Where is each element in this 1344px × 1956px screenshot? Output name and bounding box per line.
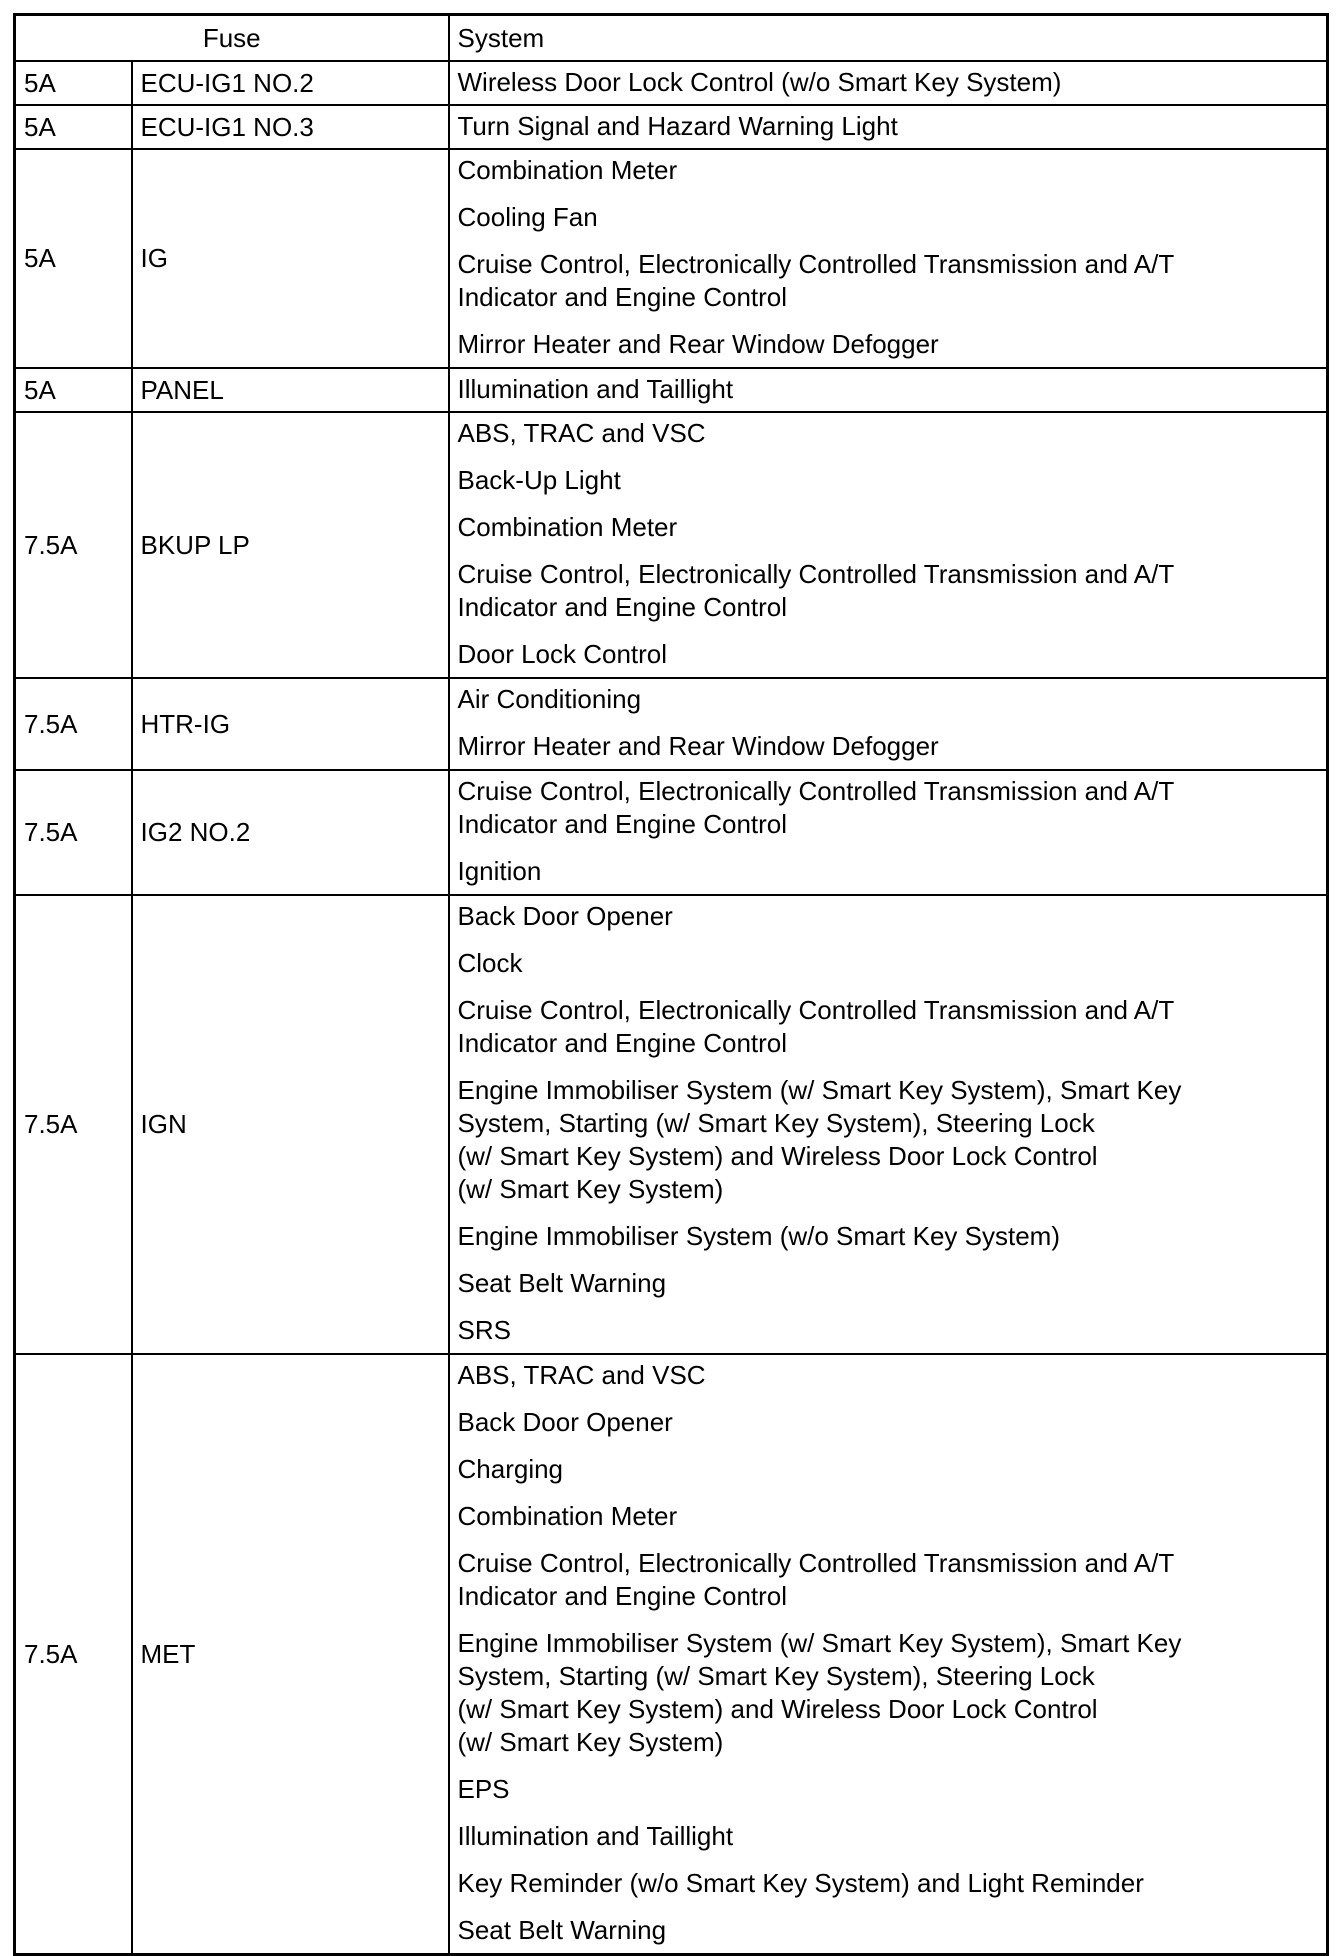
system-entry: Cruise Control, Electronically Controlled Transmission and A/T Indicator and Engine Control	[457, 249, 1175, 312]
fuse-name: IGN	[132, 895, 449, 1354]
fuse-name: IG2 NO.2	[132, 770, 449, 895]
system-entry: Cruise Control, Electronically Controlled Transmission and A/T Indicator and Engine Control	[457, 559, 1175, 622]
fuse-name: IG	[132, 149, 449, 368]
fuse-table-body	[15, 61, 1328, 1955]
table-row	[15, 895, 1328, 1354]
system-entry: Turn Signal and Hazard Warning Light	[457, 111, 898, 141]
system-entry: Seat Belt Warning	[457, 1268, 667, 1298]
system-entry: Cooling Fan	[457, 202, 598, 232]
system-entry: Cruise Control, Electronically Controlled Transmission and A/T Indicator and Engine Control	[457, 1548, 1175, 1611]
fuse-amperage: 7.5A	[15, 678, 132, 770]
system-entry: Air Conditioning	[457, 684, 642, 714]
system-entry: Cruise Control, Electronically Controlled Transmission and A/T Indicator and Engine Control	[457, 776, 1175, 839]
system-list	[449, 770, 1328, 895]
table-row	[15, 678, 1328, 770]
system-entry: Back-Up Light	[457, 465, 621, 495]
system-entry: Mirror Heater and Rear Window Defogger	[457, 329, 939, 359]
fuse-table	[13, 13, 1329, 1956]
system-entry: Key Reminder (w/o Smart Key System) and Light Reminder	[457, 1868, 1144, 1898]
fuse-amperage: 5A	[15, 149, 132, 368]
fuse-amperage: 7.5A	[15, 1354, 132, 1955]
system-list	[449, 368, 1328, 412]
system-list	[449, 149, 1328, 368]
fuse-amperage: 7.5A	[15, 770, 132, 895]
system-list	[449, 895, 1328, 1354]
system-list	[449, 412, 1328, 678]
fuse-amperage: 5A	[15, 61, 132, 105]
table-row	[15, 105, 1328, 149]
fuse-name: PANEL	[132, 368, 449, 412]
table-row	[15, 149, 1328, 368]
system-entry: Cruise Control, Electronically Controlled Transmission and A/T Indicator and Engine Control	[457, 995, 1175, 1058]
table-row	[15, 368, 1328, 412]
table-row	[15, 61, 1328, 105]
header-row	[15, 15, 1328, 62]
fuse-name: MET	[132, 1354, 449, 1955]
system-entry: Engine Immobiliser System (w/ Smart Key System), Smart Key System, Starting (w/ Smart Key System), Steering Lock (w/ Smart Key System) and Wireless Door Lock Control (w/ Smart Key System)	[457, 1075, 1182, 1204]
system-entry: Door Lock Control	[457, 639, 668, 669]
table-row	[15, 412, 1328, 678]
system-entry: ABS, TRAC and VSC	[457, 418, 706, 448]
system-entry: SRS	[457, 1315, 511, 1345]
fuse-amperage: 5A	[15, 105, 132, 149]
system-list	[449, 105, 1328, 149]
system-list	[449, 61, 1328, 105]
system-entry: ABS, TRAC and VSC	[457, 1360, 706, 1390]
system-entry: Engine Immobiliser System (w/ Smart Key System), Smart Key System, Starting (w/ Smart Key System), Steering Lock (w/ Smart Key System) and Wireless Door Lock Control (w/ Smart Key System)	[457, 1628, 1182, 1757]
header-system: System	[449, 15, 1328, 62]
system-entry: Combination Meter	[457, 512, 678, 542]
system-entry: Charging	[457, 1454, 564, 1484]
system-entry: Back Door Opener	[457, 901, 673, 931]
fuse-amperage: 7.5A	[15, 895, 132, 1354]
system-entry: Ignition	[457, 856, 542, 886]
system-entry: Illumination and Taillight	[457, 374, 734, 404]
system-list	[449, 678, 1328, 770]
system-entry: Seat Belt Warning	[457, 1915, 667, 1945]
system-entry: Engine Immobiliser System (w/o Smart Key System)	[457, 1221, 1060, 1251]
system-list	[449, 1354, 1328, 1955]
system-entry: Mirror Heater and Rear Window Defogger	[457, 731, 939, 761]
system-entry: Back Door Opener	[457, 1407, 673, 1437]
system-entry: EPS	[457, 1774, 510, 1804]
system-entry: Clock	[457, 948, 523, 978]
fuse-name: ECU-IG1 NO.2	[132, 61, 449, 105]
system-entry: Wireless Door Lock Control (w/o Smart Key System)	[457, 67, 1062, 97]
system-entry: Combination Meter	[457, 1501, 678, 1531]
fuse-name: HTR-IG	[132, 678, 449, 770]
table-row	[15, 770, 1328, 895]
header-fuse: Fuse	[15, 15, 449, 62]
fuse-amperage: 7.5A	[15, 412, 132, 678]
table-row	[15, 1354, 1328, 1955]
fuse-name: BKUP LP	[132, 412, 449, 678]
system-entry: Combination Meter	[457, 155, 678, 185]
fuse-amperage: 5A	[15, 368, 132, 412]
system-entry: Illumination and Taillight	[457, 1821, 734, 1851]
fuse-name: ECU-IG1 NO.3	[132, 105, 449, 149]
